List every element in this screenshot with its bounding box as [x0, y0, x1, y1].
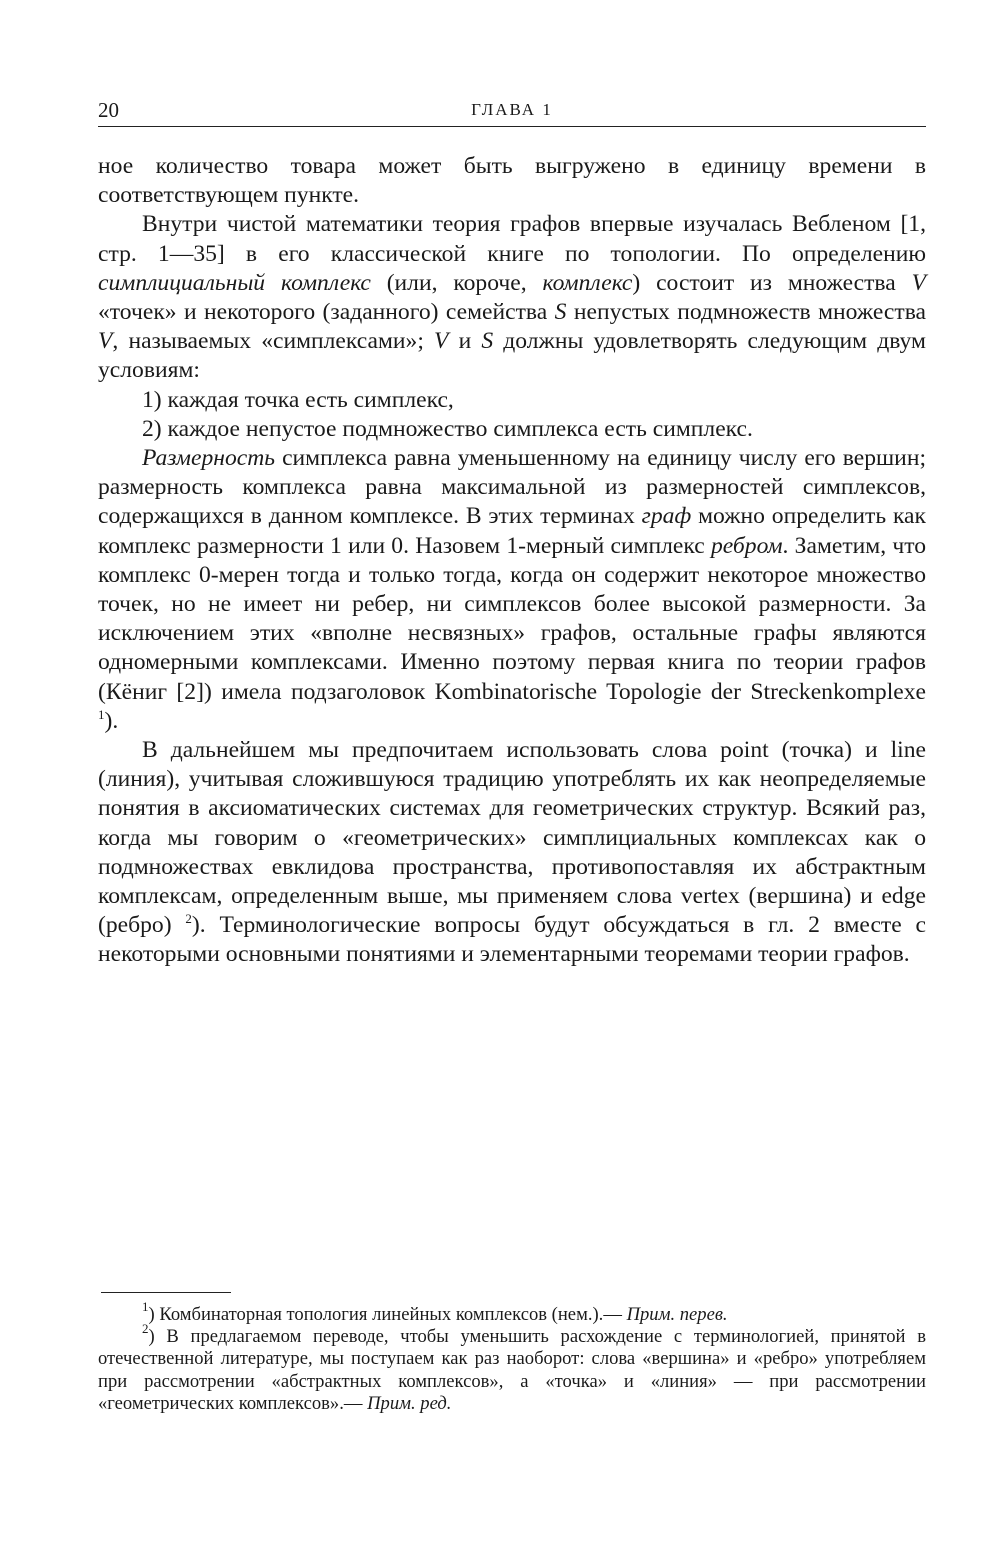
- footnote-ref-1: 1: [98, 706, 105, 722]
- condition-2: 2) каждое непустое подмножество симплекса есть симплекс.: [142, 415, 753, 442]
- symbol-v: V: [434, 328, 449, 355]
- paragraph-simplicial-complex: Внутри чистой математики теория графов впервые изучалась Вебленом [1, стр. 1—35] в его классической книге по топологии. По определению симплициальный комплекс (или, короче, комплекс) состоит из множества V «точек» и некоторого (заданного) семейства S непустых подмножеств множества V, называемых «симплексами»; V и S должны удовлетворять следующим двум условиям:: [98, 211, 927, 384]
- symbol-s: S: [481, 328, 494, 355]
- term-simplicial-complex: симплициальный комплекс: [98, 269, 371, 296]
- symbol-v: V: [911, 269, 927, 296]
- footnote-2: $^2$) В предлагаемом переводе, чтобы уменьшить расхождение с терминологией, принятой в отечественной литературе, мы поступаем как раз наоборот: слова «вершина» и «ребро» употребляем при рассмотрении «абстрактных комплексов», а «точка» и «линия» — при рассмотрении «геометрических комплексов».— Прим. ред.: [98, 1321, 926, 1414]
- paragraph-terminology: В дальнейшем мы предпочитаем использовать слова point (точка) и line (линия), учитывая сложившуюся традицию употреблять их как неопределяемые понятия в аксиоматических системах для геометрических структур. Всякий раз, когда мы говорим о «геометрических» симплициальных комплексах как о подмножествах евклидова пространства, противопоставляя их абстрактным комплексам, определенным выше, мы применяем слова vertex (вершина) и edge (ребро) $^2$). Терминологические вопросы будут обсуждаться в гл. 2 вместе с некоторыми основными понятиями и элементарными теоремами теории графов.: [98, 737, 926, 968]
- footnotes: [98, 1299, 926, 1415]
- footnote-ref-2: 2: [185, 911, 192, 927]
- symbol-v: V: [98, 328, 113, 355]
- term-graph: граф: [641, 503, 692, 530]
- page-number: 20: [98, 98, 119, 122]
- paragraph-continuation: ное количество товара может быть выгружено в единицу времени в соответствующем пункте.: [98, 153, 926, 209]
- running-header: [98, 96, 926, 127]
- symbol-s: S: [554, 299, 567, 326]
- paragraph-dimension: Размерность симплекса равна уменьшенному на единицу числу его вершин; размерность комплекса равна максимальной из размерностей симплексов, содержащихся в данном комплексе. В этих терминах граф можно определить как комплекс размерности 1 или 0. Назовем 1-мерный симплекс ребром. Заметим, что комплекс 0-мерен тогда и только тогда, когда он содержит некоторое множество точек, но не имеет ни ребер, ни симплексов более высокой размерности. За исключением этих «вполне несвязных» графов, остальные графы являются одномерными комплексами. Именно поэтому первая книга по теории графов (Кёниг [2]) имела подзаголовок Kombinatorische Topologie der Streckenkomplexe $^1$).: [98, 445, 926, 734]
- term-dimension: Размерность: [142, 445, 276, 472]
- main-text: [98, 152, 926, 970]
- term-edge: ребром: [710, 532, 783, 559]
- chapter-title: ГЛАВА 1: [471, 100, 553, 119]
- footnote-1: $^1$) Комбинаторная топология линейных комплексов (нем.).— Прим. перев.: [142, 1299, 728, 1325]
- term-complex: комплекс: [542, 269, 633, 296]
- condition-1: 1) каждая точка есть симплекс,: [142, 386, 454, 413]
- footnote-divider: [101, 1292, 231, 1293]
